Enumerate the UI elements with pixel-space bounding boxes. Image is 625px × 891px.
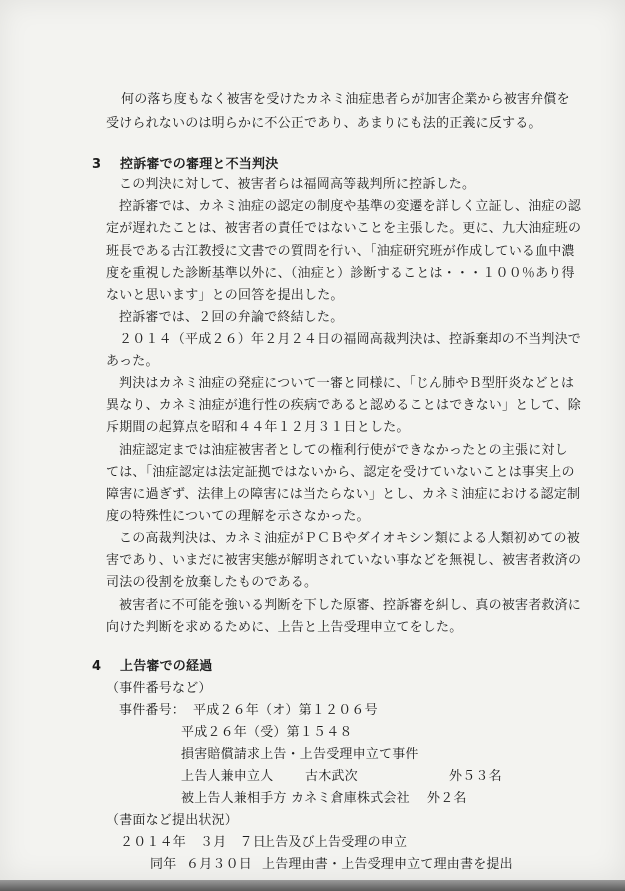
appellee-name: カネミ倉庫株式会社 xyxy=(291,791,410,806)
s3-line-3: 定が遅れたことは、被害者の責任ではないことを主張した。更に、九大油症班の xyxy=(106,221,582,236)
s3-line-16: 度の特殊性についての理解を示さなかった。 xyxy=(106,509,370,524)
case-label: 事件番号： xyxy=(119,703,186,718)
case-number-2: 平成２６年（受）第１５４８ xyxy=(181,725,353,740)
appellee-role: 被上告人兼相手方 xyxy=(181,791,287,806)
section3-title: 控訴審での審理と不当判決 xyxy=(120,157,279,172)
section3-number: 3 xyxy=(92,157,102,172)
s3-line-11: 異なり、カネミ油症が進行性の疾病であると認めることはできない」として、除 xyxy=(106,398,581,413)
filings-heading: （書面など提出状況） xyxy=(106,813,239,828)
s3-line-21: 向けた判断を求めるために、上告と上告受理申立てをした。 xyxy=(106,620,463,635)
s3-line-4: 班長である古江教授に文書での質問を行い、「油症研究班が作成している血中濃 xyxy=(106,244,575,259)
filing-year: ２０１４年 xyxy=(120,835,187,850)
s3-line-7: 控訴審では、２回の弁論で終結した。 xyxy=(119,310,344,325)
s3-line-10: 判決はカネミ油症の発症について一審と同様に、「じん肺やＢ型肝炎などとは xyxy=(119,376,575,391)
page-edge-shadow xyxy=(0,880,625,891)
case-name: 損害賠償請求上告・上告受理申立て事件 xyxy=(181,747,419,762)
appellant-role: 上告人兼申立人 xyxy=(181,769,274,784)
s3-line-8: ２０１４（平成２６）年２月２４日の福岡高裁判決は、控訴棄却の不当判決で xyxy=(119,332,582,347)
filing-desc: 上告及び上告受理の申立 xyxy=(262,835,408,850)
section4-number: 4 xyxy=(92,659,102,674)
s3-line-14: ては、「油症認定は法定証拠ではないから、認定を受けていないことは事実上の xyxy=(106,465,575,480)
s3-line-15: 障害に過ぎず、法律上の障害には当たらない」とし、カネミ油症における認定制 xyxy=(106,487,581,502)
filing-date: ６月３０日 xyxy=(186,857,253,872)
s3-line-12: 斥期間の起算点を昭和４４年１２月３１日とした。 xyxy=(106,420,410,435)
case-heading: （事件番号など） xyxy=(106,681,212,696)
intro-line-1: 何の落ち度もなく被害を受けたカネミ油症患者らが加害企業から被害弁償を xyxy=(121,92,570,107)
appellant-name: 古木武次 xyxy=(305,769,358,784)
s3-line-2: 控訴審では、カネミ油症の認定の制度や基準の変遷を詳しく立証し、油症の認 xyxy=(119,199,582,214)
s3-line-19: 司法の役割を放棄したものである。 xyxy=(106,575,318,590)
section4-title: 上告審での経過 xyxy=(120,659,213,674)
s3-line-18: 害であり、いまだに被害実態が解明されていない事などを無視し、被害者救済の xyxy=(106,553,582,568)
case-number-1: 平成２６年（オ）第１２０６号 xyxy=(193,703,378,718)
s3-line-5: 度を重視した診断基準以外に、（油症と）診断することは・・・１００％あり得 xyxy=(106,266,575,281)
s3-line-13: 油症認定までは油症被害者としての権利行使ができなかったとの主張に対し xyxy=(119,443,568,458)
filing-desc: 上告理由書・上告受理申立て理由書を提出 xyxy=(262,857,513,872)
appellant-others: 外５３名 xyxy=(449,769,502,784)
s3-line-20: 被害者に不可能を強いる判断を下した原審、控訴審を糾し、真の被害者救済に xyxy=(119,598,582,613)
s3-line-17: この高裁判決は、カネミ油症がＰＣＢやダイオキシン類による人類初めての被 xyxy=(119,531,580,546)
appellee-others: 外２名 xyxy=(427,791,467,806)
s3-line-9: あった。 xyxy=(106,354,159,369)
intro-line-2: 受けられないのは明らかに不公正であり、あまりにも法的正義に反する。 xyxy=(106,116,542,131)
s3-line-6: ないと思います」との回答を提出した。 xyxy=(106,288,344,303)
filing-year: 同年 xyxy=(150,857,177,872)
filing-date: ３月 ７日 xyxy=(200,835,267,850)
s3-line-1: この判決に対して、被害者らは福岡高等裁判所に控訴した。 xyxy=(119,177,476,192)
